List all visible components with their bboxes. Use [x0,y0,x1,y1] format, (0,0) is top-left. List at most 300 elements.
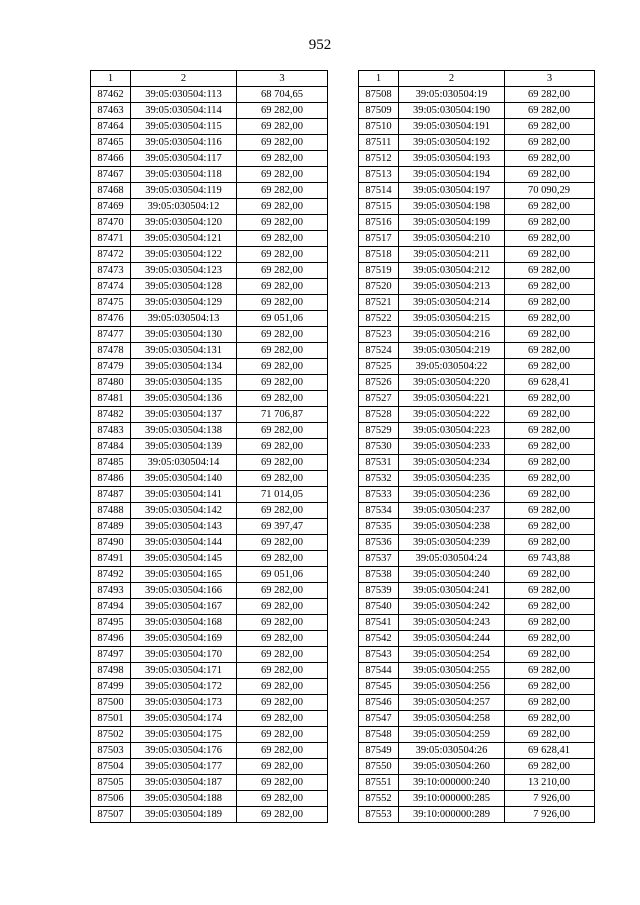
table-row [359,279,595,295]
table-row [91,407,328,423]
value-cell: 69 282,00 [237,423,328,439]
row-number-cell: 87517 [359,231,399,247]
row-number-cell: 87494 [91,599,131,615]
value-cell: 69 282,00 [237,615,328,631]
cadastral-number-cell: 39:05:030504:187 [131,775,237,791]
table-row [359,551,595,567]
value-cell: 69 282,00 [237,183,328,199]
table-row [91,695,328,711]
value-cell: 69 282,00 [237,455,328,471]
cadastral-number-cell: 39:05:030504:19 [399,87,505,103]
table-right [358,70,595,823]
value-cell: 69 282,00 [237,535,328,551]
value-cell: 69 282,00 [505,471,595,487]
header-cell: 3 [505,71,595,87]
cadastral-number-cell: 39:05:030504:14 [131,455,237,471]
value-cell: 69 282,00 [505,327,595,343]
value-cell: 69 282,00 [237,231,328,247]
value-cell: 69 628,41 [505,743,595,759]
row-number-cell: 87549 [359,743,399,759]
cadastral-number-cell: 39:05:030504:135 [131,375,237,391]
table-row [91,103,328,119]
value-cell: 69 051,06 [237,567,328,583]
cadastral-number-cell: 39:05:030504:22 [399,359,505,375]
row-number-cell: 87533 [359,487,399,503]
cadastral-number-cell: 39:05:030504:117 [131,151,237,167]
row-number-cell: 87477 [91,327,131,343]
row-number-cell: 87481 [91,391,131,407]
row-number-cell: 87527 [359,391,399,407]
value-cell: 69 282,00 [505,391,595,407]
value-cell: 69 282,00 [505,215,595,231]
table-row [359,519,595,535]
cadastral-number-cell: 39:05:030504:24 [399,551,505,567]
value-cell: 69 282,00 [237,743,328,759]
row-number-cell: 87468 [91,183,131,199]
cadastral-number-cell: 39:05:030504:174 [131,711,237,727]
cadastral-number-cell: 39:10:000000:240 [399,775,505,791]
table-row [359,167,595,183]
table-row [359,439,595,455]
row-number-cell: 87467 [91,167,131,183]
row-number-cell: 87489 [91,519,131,535]
cadastral-number-cell: 39:05:030504:239 [399,535,505,551]
table-row [359,455,595,471]
row-number-cell: 87476 [91,311,131,327]
table-row [359,215,595,231]
cadastral-number-cell: 39:05:030504:243 [399,615,505,631]
value-cell: 69 282,00 [505,727,595,743]
table-left [90,70,328,823]
value-cell: 69 282,00 [237,263,328,279]
cadastral-number-cell: 39:05:030504:131 [131,343,237,359]
row-number-cell: 87475 [91,295,131,311]
value-cell: 69 282,00 [505,503,595,519]
value-cell: 69 282,00 [237,279,328,295]
row-number-cell: 87478 [91,343,131,359]
table-row [91,391,328,407]
row-number-cell: 87545 [359,679,399,695]
row-number-cell: 87492 [91,567,131,583]
cadastral-number-cell: 39:05:030504:167 [131,599,237,615]
cadastral-number-cell: 39:05:030504:129 [131,295,237,311]
table-row [359,471,595,487]
cadastral-number-cell: 39:05:030504:122 [131,247,237,263]
value-cell: 69 282,00 [237,247,328,263]
cadastral-number-cell: 39:05:030504:222 [399,407,505,423]
value-cell: 69 282,00 [505,711,595,727]
value-cell: 69 282,00 [505,103,595,119]
value-cell: 69 282,00 [505,583,595,599]
table-row [91,279,328,295]
value-cell: 69 282,00 [237,759,328,775]
cadastral-number-cell: 39:05:030504:242 [399,599,505,615]
table-row [359,327,595,343]
cadastral-number-cell: 39:05:030504:119 [131,183,237,199]
cadastral-number-cell: 39:05:030504:233 [399,439,505,455]
value-cell: 69 282,00 [505,615,595,631]
table-row [359,359,595,375]
value-cell: 69 282,00 [505,679,595,695]
value-cell: 71 014,05 [237,487,328,503]
row-number-cell: 87485 [91,455,131,471]
cadastral-number-cell: 39:05:030504:128 [131,279,237,295]
table-row [91,199,328,215]
table-row [359,647,595,663]
table-row [91,535,328,551]
value-cell: 69 282,00 [505,119,595,135]
value-cell: 69 282,00 [237,199,328,215]
table-row [359,87,595,103]
row-number-cell: 87479 [91,359,131,375]
table-row [91,327,328,343]
cadastral-number-cell: 39:05:030504:176 [131,743,237,759]
row-number-cell: 87504 [91,759,131,775]
table-row [91,551,328,567]
table-row [91,455,328,471]
table-row [91,247,328,263]
value-cell: 69 282,00 [505,231,595,247]
cadastral-number-cell: 39:05:030504:166 [131,583,237,599]
value-cell: 69 282,00 [505,759,595,775]
table-row [91,295,328,311]
table-row [91,807,328,823]
table-row [91,471,328,487]
cadastral-number-cell: 39:05:030504:118 [131,167,237,183]
row-number-cell: 87497 [91,647,131,663]
row-number-cell: 87553 [359,807,399,823]
row-number-cell: 87515 [359,199,399,215]
table-row [91,423,328,439]
table-row [91,631,328,647]
table-row [91,439,328,455]
table-row [91,167,328,183]
value-cell: 69 282,00 [237,711,328,727]
row-number-cell: 87552 [359,791,399,807]
row-number-cell: 87498 [91,663,131,679]
value-cell: 69 282,00 [505,199,595,215]
value-cell: 69 282,00 [505,311,595,327]
row-number-cell: 87551 [359,775,399,791]
row-number-cell: 87487 [91,487,131,503]
table-row [91,663,328,679]
row-number-cell: 87500 [91,695,131,711]
table-row [91,215,328,231]
row-number-cell: 87505 [91,775,131,791]
cadastral-number-cell: 39:05:030504:257 [399,695,505,711]
row-number-cell: 87541 [359,615,399,631]
row-number-cell: 87530 [359,439,399,455]
cadastral-number-cell: 39:05:030504:255 [399,663,505,679]
cadastral-number-cell: 39:05:030504:192 [399,135,505,151]
cadastral-number-cell: 39:05:030504:237 [399,503,505,519]
table-row [359,791,595,807]
value-cell: 69 282,00 [237,775,328,791]
row-number-cell: 87495 [91,615,131,631]
row-number-cell: 87499 [91,679,131,695]
row-number-cell: 87522 [359,311,399,327]
row-number-cell: 87534 [359,503,399,519]
table-row [359,247,595,263]
header-cell: 1 [91,71,131,87]
row-number-cell: 87463 [91,103,131,119]
cadastral-number-cell: 39:05:030504:114 [131,103,237,119]
value-cell: 69 282,00 [237,695,328,711]
cadastral-number-cell: 39:05:030504:193 [399,151,505,167]
value-cell: 69 282,00 [505,407,595,423]
cadastral-number-cell: 39:05:030504:188 [131,791,237,807]
value-cell: 69 282,00 [505,695,595,711]
table-row [91,231,328,247]
value-cell: 69 282,00 [237,375,328,391]
row-number-cell: 87466 [91,151,131,167]
row-number-cell: 87484 [91,439,131,455]
table-row [359,407,595,423]
row-number-cell: 87464 [91,119,131,135]
table-row [359,679,595,695]
row-number-cell: 87543 [359,647,399,663]
value-cell: 69 628,41 [505,375,595,391]
value-cell: 69 282,00 [505,279,595,295]
cadastral-number-cell: 39:05:030504:189 [131,807,237,823]
table-row [91,727,328,743]
table-row [91,759,328,775]
cadastral-number-cell: 39:05:030504:240 [399,567,505,583]
row-number-cell: 87491 [91,551,131,567]
table-row [359,631,595,647]
row-number-cell: 87518 [359,247,399,263]
cadastral-number-cell: 39:05:030504:138 [131,423,237,439]
header-cell: 2 [399,71,505,87]
value-cell: 69 282,00 [505,151,595,167]
row-number-cell: 87493 [91,583,131,599]
cadastral-number-cell: 39:10:000000:289 [399,807,505,823]
table-row [359,135,595,151]
row-number-cell: 87506 [91,791,131,807]
table-row [359,695,595,711]
table-header-row [359,71,595,87]
row-number-cell: 87535 [359,519,399,535]
cadastral-number-cell: 39:05:030504:116 [131,135,237,151]
value-cell: 69 282,00 [505,487,595,503]
row-number-cell: 87502 [91,727,131,743]
cadastral-number-cell: 39:05:030504:235 [399,471,505,487]
cadastral-number-cell: 39:05:030504:177 [131,759,237,775]
table-row [359,503,595,519]
cadastral-number-cell: 39:05:030504:115 [131,119,237,135]
row-number-cell: 87546 [359,695,399,711]
cadastral-number-cell: 39:05:030504:221 [399,391,505,407]
value-cell: 69 282,00 [237,343,328,359]
table-row [359,663,595,679]
value-cell: 69 282,00 [237,551,328,567]
row-number-cell: 87537 [359,551,399,567]
table-row [359,343,595,359]
cadastral-number-cell: 39:05:030504:194 [399,167,505,183]
table-right-body [359,71,595,823]
table-row [359,711,595,727]
row-number-cell: 87483 [91,423,131,439]
cadastral-number-cell: 39:05:030504:244 [399,631,505,647]
table-row [91,263,328,279]
cadastral-number-cell: 39:05:030504:191 [399,119,505,135]
value-cell: 69 282,00 [505,135,595,151]
cadastral-number-cell: 39:05:030504:234 [399,455,505,471]
table-row [91,119,328,135]
cadastral-number-cell: 39:05:030504:214 [399,295,505,311]
cadastral-number-cell: 39:05:030504:168 [131,615,237,631]
value-cell: 69 282,00 [237,647,328,663]
table-row [91,647,328,663]
value-cell: 69 282,00 [237,391,328,407]
cadastral-number-cell: 39:05:030504:210 [399,231,505,247]
cadastral-number-cell: 39:05:030504:173 [131,695,237,711]
row-number-cell: 87496 [91,631,131,647]
cadastral-number-cell: 39:05:030504:145 [131,551,237,567]
value-cell: 69 282,00 [237,439,328,455]
cadastral-number-cell: 39:05:030504:241 [399,583,505,599]
value-cell: 68 704,65 [237,87,328,103]
cadastral-number-cell: 39:10:000000:285 [399,791,505,807]
cadastral-number-cell: 39:05:030504:190 [399,103,505,119]
row-number-cell: 87540 [359,599,399,615]
value-cell: 13 210,00 [505,775,595,791]
cadastral-number-cell: 39:05:030504:134 [131,359,237,375]
value-cell: 69 282,00 [505,647,595,663]
cadastral-number-cell: 39:05:030504:259 [399,727,505,743]
row-number-cell: 87529 [359,423,399,439]
value-cell: 69 282,00 [505,519,595,535]
cadastral-number-cell: 39:05:030504:197 [399,183,505,199]
table-row [91,519,328,535]
cadastral-number-cell: 39:05:030504:220 [399,375,505,391]
value-cell: 69 282,00 [505,295,595,311]
row-number-cell: 87511 [359,135,399,151]
value-cell: 69 282,00 [237,631,328,647]
table-row [359,487,595,503]
cadastral-number-cell: 39:05:030504:26 [399,743,505,759]
cadastral-number-cell: 39:05:030504:215 [399,311,505,327]
row-number-cell: 87471 [91,231,131,247]
value-cell: 7 926,00 [505,807,595,823]
value-cell: 69 282,00 [237,295,328,311]
value-cell: 69 282,00 [237,103,328,119]
row-number-cell: 87544 [359,663,399,679]
value-cell: 69 282,00 [237,791,328,807]
table-row [91,775,328,791]
value-cell: 69 282,00 [505,359,595,375]
value-cell: 69 282,00 [505,599,595,615]
cadastral-number-cell: 39:05:030504:123 [131,263,237,279]
cadastral-number-cell: 39:05:030504:120 [131,215,237,231]
cadastral-number-cell: 39:05:030504:142 [131,503,237,519]
cadastral-number-cell: 39:05:030504:223 [399,423,505,439]
value-cell: 69 282,00 [237,583,328,599]
value-cell: 69 282,00 [237,151,328,167]
table-row [91,567,328,583]
row-number-cell: 87470 [91,215,131,231]
table-row [91,375,328,391]
row-number-cell: 87512 [359,151,399,167]
table-row [91,311,328,327]
cadastral-number-cell: 39:05:030504:171 [131,663,237,679]
value-cell: 69 282,00 [505,263,595,279]
value-cell: 69 282,00 [237,663,328,679]
table-row [91,359,328,375]
value-cell: 69 743,88 [505,551,595,567]
row-number-cell: 87520 [359,279,399,295]
table-row [359,775,595,791]
table-row [359,295,595,311]
row-number-cell: 87488 [91,503,131,519]
cadastral-number-cell: 39:05:030504:121 [131,231,237,247]
row-number-cell: 87473 [91,263,131,279]
row-number-cell: 87503 [91,743,131,759]
cadastral-number-cell: 39:05:030504:198 [399,199,505,215]
row-number-cell: 87490 [91,535,131,551]
table-row [359,183,595,199]
value-cell: 69 282,00 [505,439,595,455]
row-number-cell: 87474 [91,279,131,295]
row-number-cell: 87480 [91,375,131,391]
row-number-cell: 87548 [359,727,399,743]
table-header-row [91,71,328,87]
cadastral-number-cell: 39:05:030504:143 [131,519,237,535]
table-row [359,615,595,631]
value-cell: 69 282,00 [505,567,595,583]
table-row [91,583,328,599]
row-number-cell: 87472 [91,247,131,263]
table-row [359,391,595,407]
value-cell: 69 282,00 [237,135,328,151]
value-cell: 69 282,00 [237,679,328,695]
table-row [91,183,328,199]
row-number-cell: 87521 [359,295,399,311]
cadastral-number-cell: 39:05:030504:175 [131,727,237,743]
table-row [359,535,595,551]
table-row [359,151,595,167]
table-row [359,807,595,823]
row-number-cell: 87509 [359,103,399,119]
cadastral-number-cell: 39:05:030504:258 [399,711,505,727]
cadastral-number-cell: 39:05:030504:169 [131,631,237,647]
cadastral-number-cell: 39:05:030504:260 [399,759,505,775]
header-cell: 2 [131,71,237,87]
header-cell: 3 [237,71,328,87]
table-row [359,263,595,279]
cadastral-number-cell: 39:05:030504:165 [131,567,237,583]
value-cell: 7 926,00 [505,791,595,807]
row-number-cell: 87514 [359,183,399,199]
row-number-cell: 87538 [359,567,399,583]
value-cell: 69 282,00 [505,631,595,647]
table-left-body [91,71,328,823]
value-cell: 70 090,29 [505,183,595,199]
cadastral-number-cell: 39:05:030504:141 [131,487,237,503]
value-cell: 69 282,00 [505,87,595,103]
row-number-cell: 87510 [359,119,399,135]
row-number-cell: 87462 [91,87,131,103]
cadastral-number-cell: 39:05:030504:254 [399,647,505,663]
value-cell: 69 397,47 [237,519,328,535]
row-number-cell: 87507 [91,807,131,823]
row-number-cell: 87526 [359,375,399,391]
value-cell: 69 282,00 [237,327,328,343]
table-row [359,103,595,119]
cadastral-number-cell: 39:05:030504:199 [399,215,505,231]
cadastral-number-cell: 39:05:030504:140 [131,471,237,487]
row-number-cell: 87525 [359,359,399,375]
